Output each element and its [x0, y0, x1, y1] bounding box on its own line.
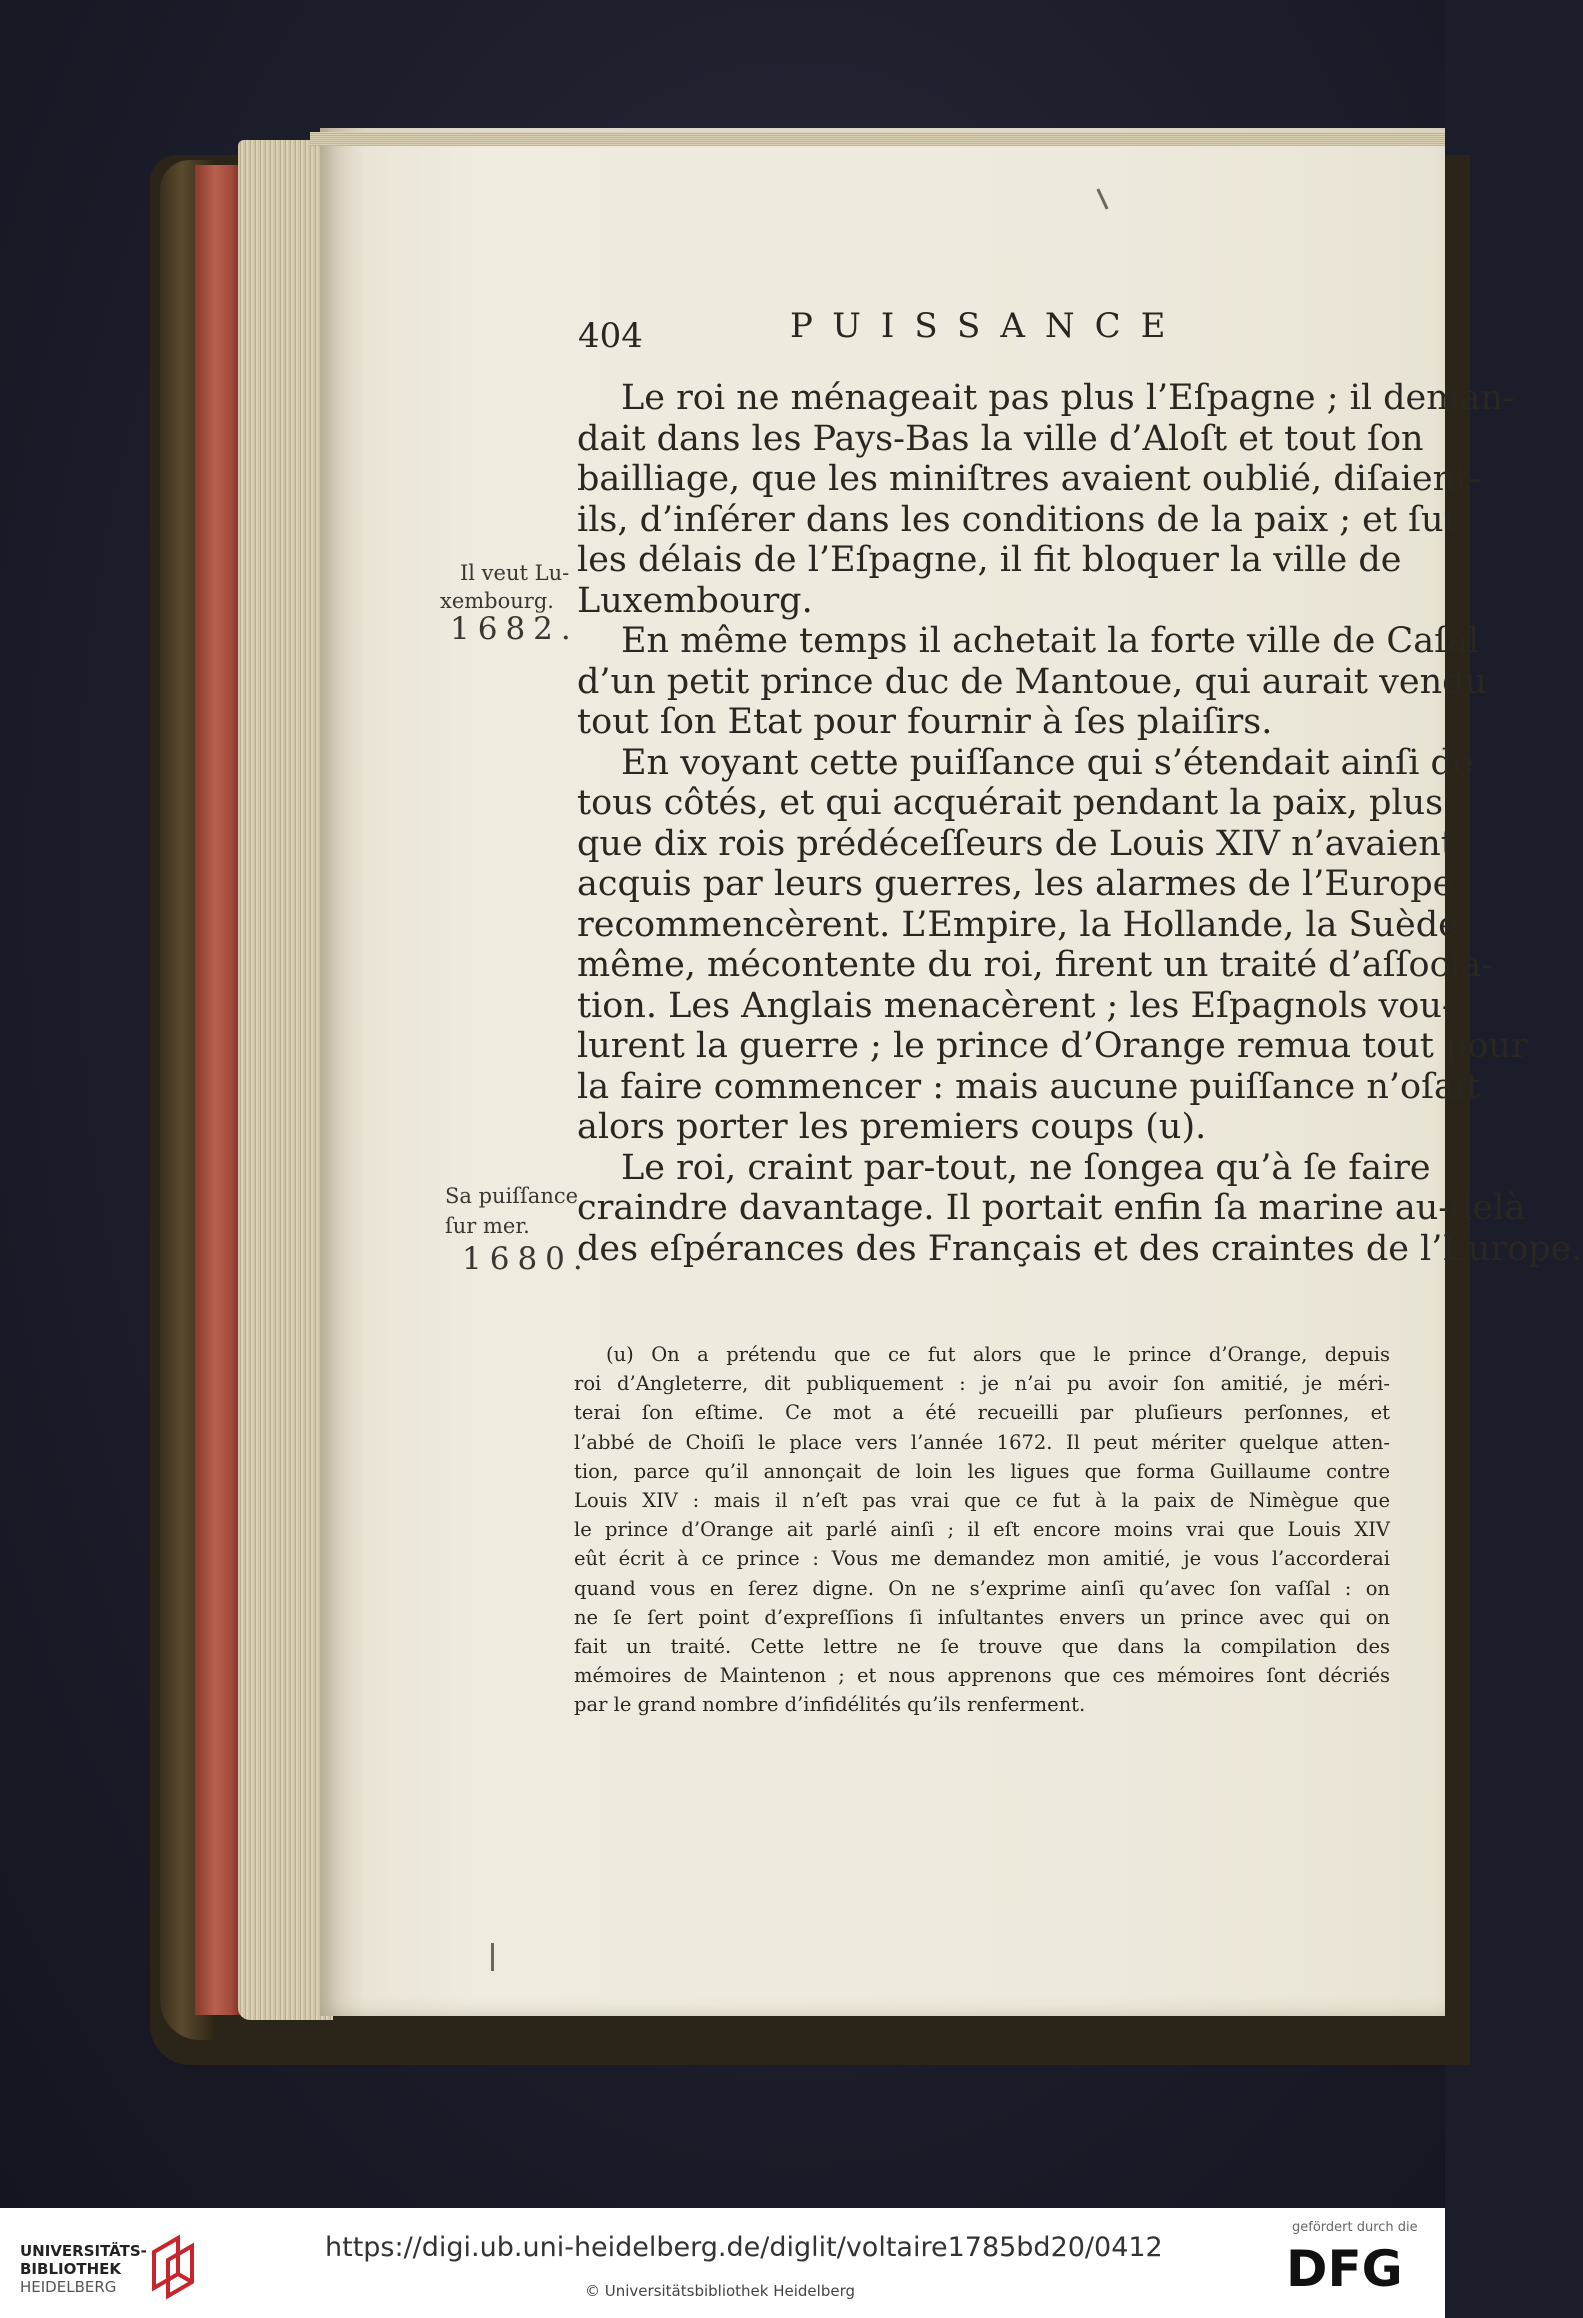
footnote-line: roi d’Angleterre, dit publiquement : je n’ai pu avoir ſon amitié, je méri- [574, 1372, 1390, 1396]
text-line: acquis par leurs guerres, les alarmes de l’Europe [577, 864, 1454, 904]
text-line: des eſpérances des Français et des craintes de l’Europe. [577, 1228, 1583, 1269]
footnote-line: tion, parce qu’il annonçait de loin les ligues que forma Guillaume contre [574, 1459, 1390, 1483]
footnote-line: quand vous en ſerez digne. On ne s’exprime ainſi qu’avec ſon vaſſal : on [574, 1576, 1390, 1600]
text-line: En voyant cette puiſſance qui s’étendait ainſi de [621, 742, 1474, 783]
text-line: Le roi, craint par-tout, ne ſongea qu’à ſe faire [621, 1147, 1431, 1188]
text-line: En même temps il achetait la forte ville de Caſal [621, 621, 1480, 661]
running-title: PUISSANCE [790, 306, 1186, 346]
text-line: bailliage, que les miniſtres avaient oublié, diſaient- [577, 459, 1482, 499]
footnote-line: l’abbé de Choiſi le place vers l’année 1672. Il peut mériter quelque atten- [574, 1430, 1390, 1454]
text-line: tous côtés, et qui acquérait pendant la paix, plus [577, 783, 1444, 823]
text-line: la faire commencer : mais aucune puiſſance n’oſait [577, 1066, 1481, 1107]
viewer-footer [0, 2208, 1445, 2318]
margin-note-year: 1682. [450, 611, 579, 647]
page-number: 404 [578, 316, 643, 356]
text-line: craindre davantage. Il portait enfin ſa marine au-delà [577, 1188, 1526, 1228]
text-line: alors porter les premiers coups (u). [577, 1107, 1207, 1147]
dfg-logo[interactable] [1286, 2236, 1426, 2296]
footnote-line: (u) On a prétendu que ce fut alors que le prince d’Orange, depuis [606, 1343, 1390, 1366]
text-line: tout ſon Etat pour fournir à ſes plaiſirs. [577, 702, 1273, 742]
red-page-edge [195, 165, 240, 2015]
library-name-line: BIBLIOTHEK [20, 2260, 121, 2278]
text-line: recommencèrent. L’Empire, la Hollande, la Suède [577, 904, 1459, 945]
text-line: dait dans les Pays-Bas la ville d’Aloſt et tout ſon [577, 418, 1424, 459]
page-stack-edges [238, 140, 333, 2020]
copyright-notice: © Universitätsbibliothek Heidelberg [585, 2282, 856, 2300]
library-name-line: UNIVERSITÄTS- [20, 2242, 147, 2260]
paper-speck [491, 1943, 494, 1971]
margin-note-line: Il veut Lu- [460, 561, 570, 585]
library-logo-icon[interactable] [148, 2234, 200, 2300]
page-top-edges [310, 132, 1445, 146]
text-line: d’un petit prince duc de Mantoue, qui aurait vendu [577, 661, 1488, 702]
footnote-line: le prince d’Orange ait parlé ainſi ; il eſt encore moins vrai que Louis XIV [574, 1518, 1390, 1542]
text-line: tion. Les Anglais menacèrent ; les Eſpagnols vou- [577, 985, 1454, 1026]
text-line: Luxembourg. [577, 580, 813, 621]
text-line: ils, d’inſérer dans les conditions de la paix ; et ſur [577, 499, 1461, 540]
dfg-logo-text: DFG [1286, 2240, 1403, 2298]
margin-note-line: ſur mer. [445, 1214, 530, 1238]
text-line: même, mécontente du roi, firent un traité d’aſſocia- [577, 945, 1494, 985]
footnote-line: par le grand nombre d’infidélités qu’ils renferment. [574, 1693, 1086, 1717]
footnote-line: fait un traité. Cette lettre ne ſe trouve que dans la compilation des [574, 1635, 1390, 1658]
margin-note-line: xembourg. [440, 589, 554, 613]
library-logo-text[interactable] [20, 2242, 147, 2296]
footnote-line: ne ſe ſert point d’expreſſions ſi inſultantes envers un prince avec qui on [574, 1605, 1390, 1629]
funding-note: gefördert durch die [1292, 2220, 1418, 2235]
margin-note-line: Sa puiſſance [445, 1184, 579, 1208]
footnote-line: Louis XIV : mais il n’eſt pas vrai que ce fut à la paix de Nimègue que [574, 1489, 1390, 1512]
text-line: Le roi ne ménageait pas plus l’Eſpagne ; il deman- [621, 378, 1515, 418]
footnote-line: terai ſon eſtime. Ce mot a été recueilli par pluſieurs perſonnes, et [574, 1401, 1390, 1425]
permalink-url[interactable]: https://digi.ub.uni-heidelberg.de/diglit/voltaire1785bd20/0412 [325, 2232, 1163, 2263]
text-line: que dix rois prédéceſſeurs de Louis XIV n’avaient [577, 823, 1455, 864]
text-line: lurent la guerre ; le prince d’Orange remua tout pour [577, 1026, 1528, 1066]
footnote-line: eût écrit à ce prince : Vous me demandez mon amitié, je vous l’accorderai [574, 1547, 1390, 1571]
text-line: les délais de l’Eſpagne, il fit bloquer la ville de [577, 540, 1402, 580]
margin-note-year: 1680. [462, 1241, 591, 1277]
library-name-line: HEIDELBERG [20, 2278, 117, 2296]
footnote-line: mémoires de Maintenon ; et nous apprenons que ces mémoires ſont décriés [574, 1664, 1390, 1688]
